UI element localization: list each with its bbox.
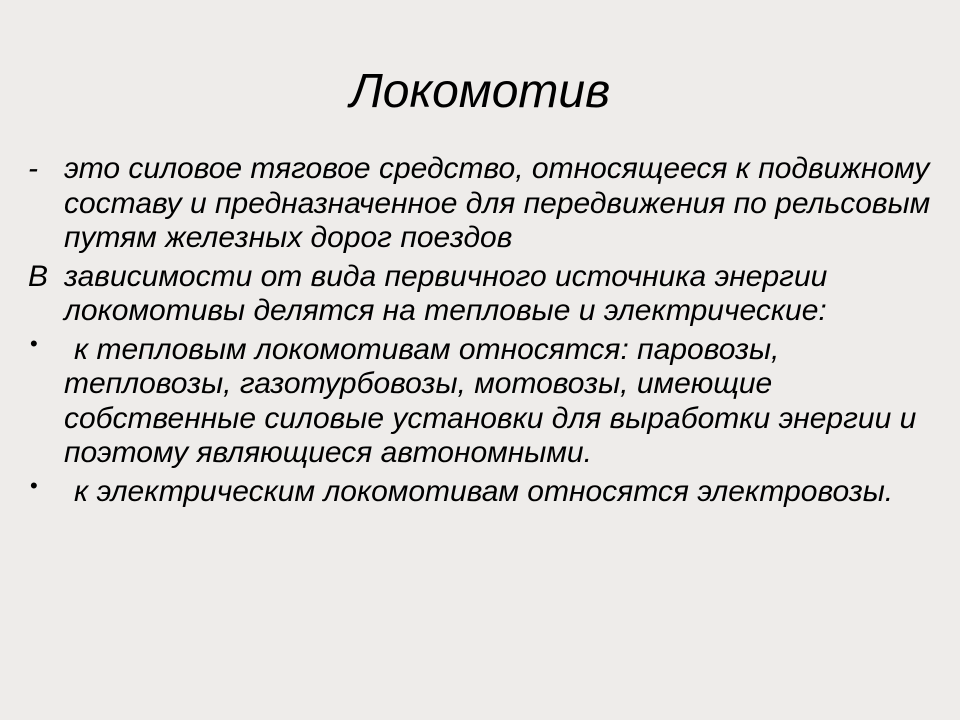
definition-dash: - — [28, 152, 38, 185]
bullet-icon: • — [30, 330, 38, 356]
classification-text: зависимости от вида первичного источника энергии локомотивы делятся на тепловые и электрические: — [64, 259, 828, 327]
bullet-icon: • — [30, 472, 38, 498]
bullet-text-thermal: к тепловым локомотивам относятся: паровозы, тепловозы, газотурбовозы, мотовозы, имеющие собственные силовые установки для выработки энергии и поэтому являющиеся автономными. — [64, 332, 917, 469]
classification-lead-letter: В — [28, 259, 49, 293]
slide-title: Локомотив — [349, 65, 611, 118]
classification-paragraph — [28, 260, 948, 329]
bullet-item-thermal — [28, 330, 948, 471]
bullet-item-electric — [28, 472, 948, 510]
slide-body — [28, 152, 948, 509]
definition-text: это силовое тяговое средство, относящееся к подвижному составу и предназначенное для передвижения по рельсовым путям железных дорог поездов — [64, 152, 931, 254]
definition-paragraph — [28, 152, 948, 256]
bullet-text-electric: к электрическим локомотивам относятся электровозы. — [74, 474, 894, 508]
